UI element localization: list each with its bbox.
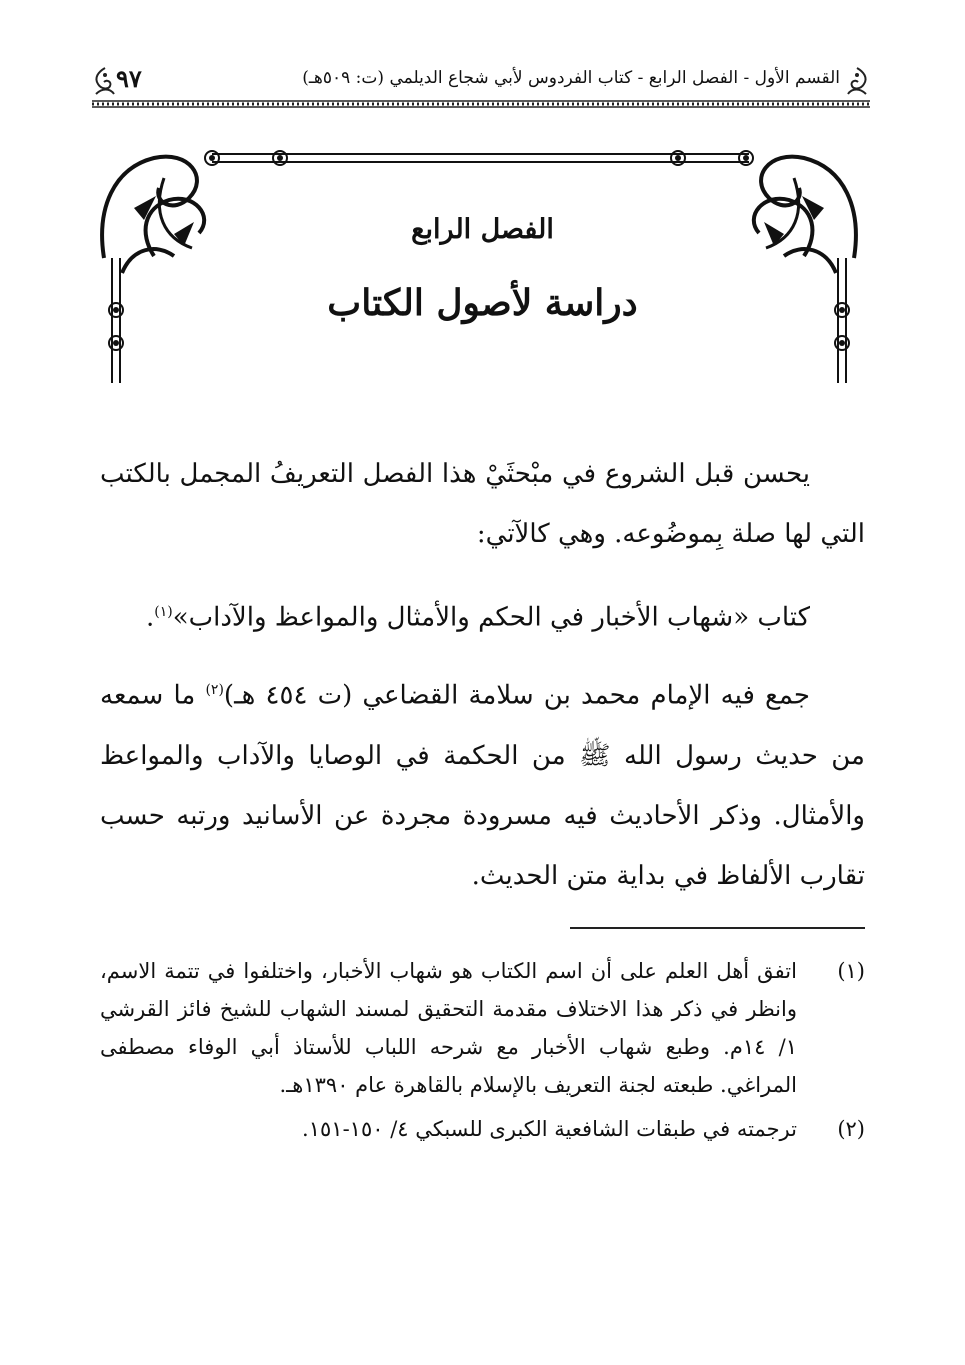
paragraph-2-end: . xyxy=(146,602,155,633)
paragraph-3-rest: ما سمعه من حديث رسول الله ﷺ من الحكمة في الوصايا والآداب والمواعظ والأمثال. وذكر الأحاديث فيه مسرودة مجردة عن الأسانيد ورتبه حسب تقارب الألفاظ في بداية متن الحديث. xyxy=(100,680,865,891)
footnote-ref-1: (١) xyxy=(154,604,173,620)
running-header-text: القسم الأول - الفصل الرابع - كتاب الفردوس لأبي شجاع الديلمي (ت: ٥٠٩هـ) xyxy=(302,68,840,88)
body-paragraph-1: يحسن قبل الشروع في مبْحثَيْ هذا الفصل التعريفُ المجمل بالكتب التي لها صلة بِموضُوعه. وهي كالآتي: xyxy=(100,459,865,549)
footnote-separator xyxy=(570,927,865,929)
header-decorative-rule xyxy=(92,100,870,108)
footnote-number: (١) xyxy=(837,959,865,983)
footnote-item xyxy=(100,1110,865,1148)
footnote-text: اتفق أهل العلم على أن اسم الكتاب هو شهاب الأخبار، واختلفوا في تتمة الاسم، وانظر في ذكر هذا الاختلاف مقدمة التحقيق لمسند الشهاب للشيخ فائز القرشي ١/ ١٤م. وطبع شهاب الأخبار مع شرحه اللباب للأستاذ أبي الوفاء مصطفى المراغي. طبعته لجنة التعريف بالإسلام بالقاهرة عام ١٣٩٠هـ. xyxy=(100,959,797,1097)
paragraph-3-start: جمع فيه الإمام محمد بن سلامة القضاعي (ت ٤٥٤ هـ) xyxy=(223,680,810,711)
chapter-label: الفصل الرابع xyxy=(411,214,554,245)
footnote-text: ترجمته في طبقات الشافعية الكبرى للسبكي ٤/ ١٥٠-١٥١. xyxy=(302,1117,797,1141)
chapter-title: دراسة لأصول الكتاب xyxy=(327,282,638,324)
footnotes xyxy=(100,952,865,1154)
body-paragraph-3 xyxy=(100,660,865,906)
footnote-item xyxy=(100,952,865,1104)
page-number: ٩٧ xyxy=(116,64,142,93)
body-paragraph-2 xyxy=(100,582,865,648)
footnote-number: (٢) xyxy=(837,1117,865,1141)
running-header xyxy=(92,66,870,100)
footnote-ref-2: (٢) xyxy=(205,682,224,698)
chapter-ornamental-frame xyxy=(94,138,864,388)
header-left-ornament xyxy=(92,66,118,96)
header-right-ornament xyxy=(844,66,870,96)
book-title-text: كتاب «شهاب الأخبار في الحكم والأمثال والمواعظ والآداب» xyxy=(172,602,810,633)
